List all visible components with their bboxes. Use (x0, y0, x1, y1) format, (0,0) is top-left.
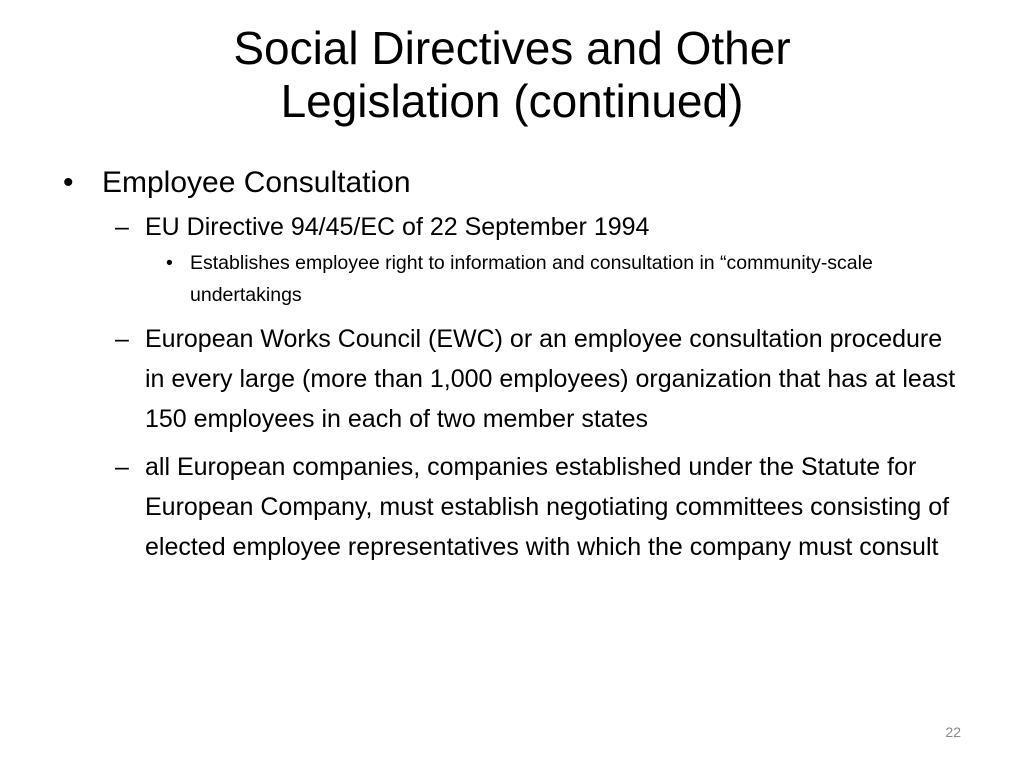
dash-marker: – (115, 325, 129, 353)
bullet-marker: • (166, 252, 173, 274)
slide-body (60, 163, 960, 567)
title-line-2: Legislation (continued) (280, 75, 744, 127)
subbullet-text: all European companies, companies established under the Statute for European Company, must establish negotiating committees consisting of elected employee representatives with which the company must consult (145, 453, 950, 561)
subbullet-all-companies (60, 447, 960, 567)
bullet-employee-consultation (60, 163, 960, 203)
subsubbullet-establishes-right (60, 247, 910, 311)
dash-marker: – (115, 453, 129, 481)
subbullet-text: European Works Council (EWC) or an employee consultation procedure in every large (more than 1,000 employees) organization that has at least 150 employees in each of two member states (145, 325, 956, 433)
subsubbullet-text: Establishes employee right to information and consultation in “community-scale undertakings (190, 252, 873, 306)
dash-marker: – (115, 213, 129, 241)
subbullet-eu-directive (60, 207, 960, 247)
slide-title (112, 22, 912, 128)
subbullet-ewc (60, 319, 960, 439)
bullet-text: Employee Consultation (102, 166, 411, 199)
title-line-1: Social Directives and Other (233, 22, 791, 74)
page-number: 22 (945, 724, 961, 740)
bullet-marker: • (63, 166, 74, 199)
subbullet-text: EU Directive 94/45/EC of 22 September 1994 (145, 213, 650, 241)
